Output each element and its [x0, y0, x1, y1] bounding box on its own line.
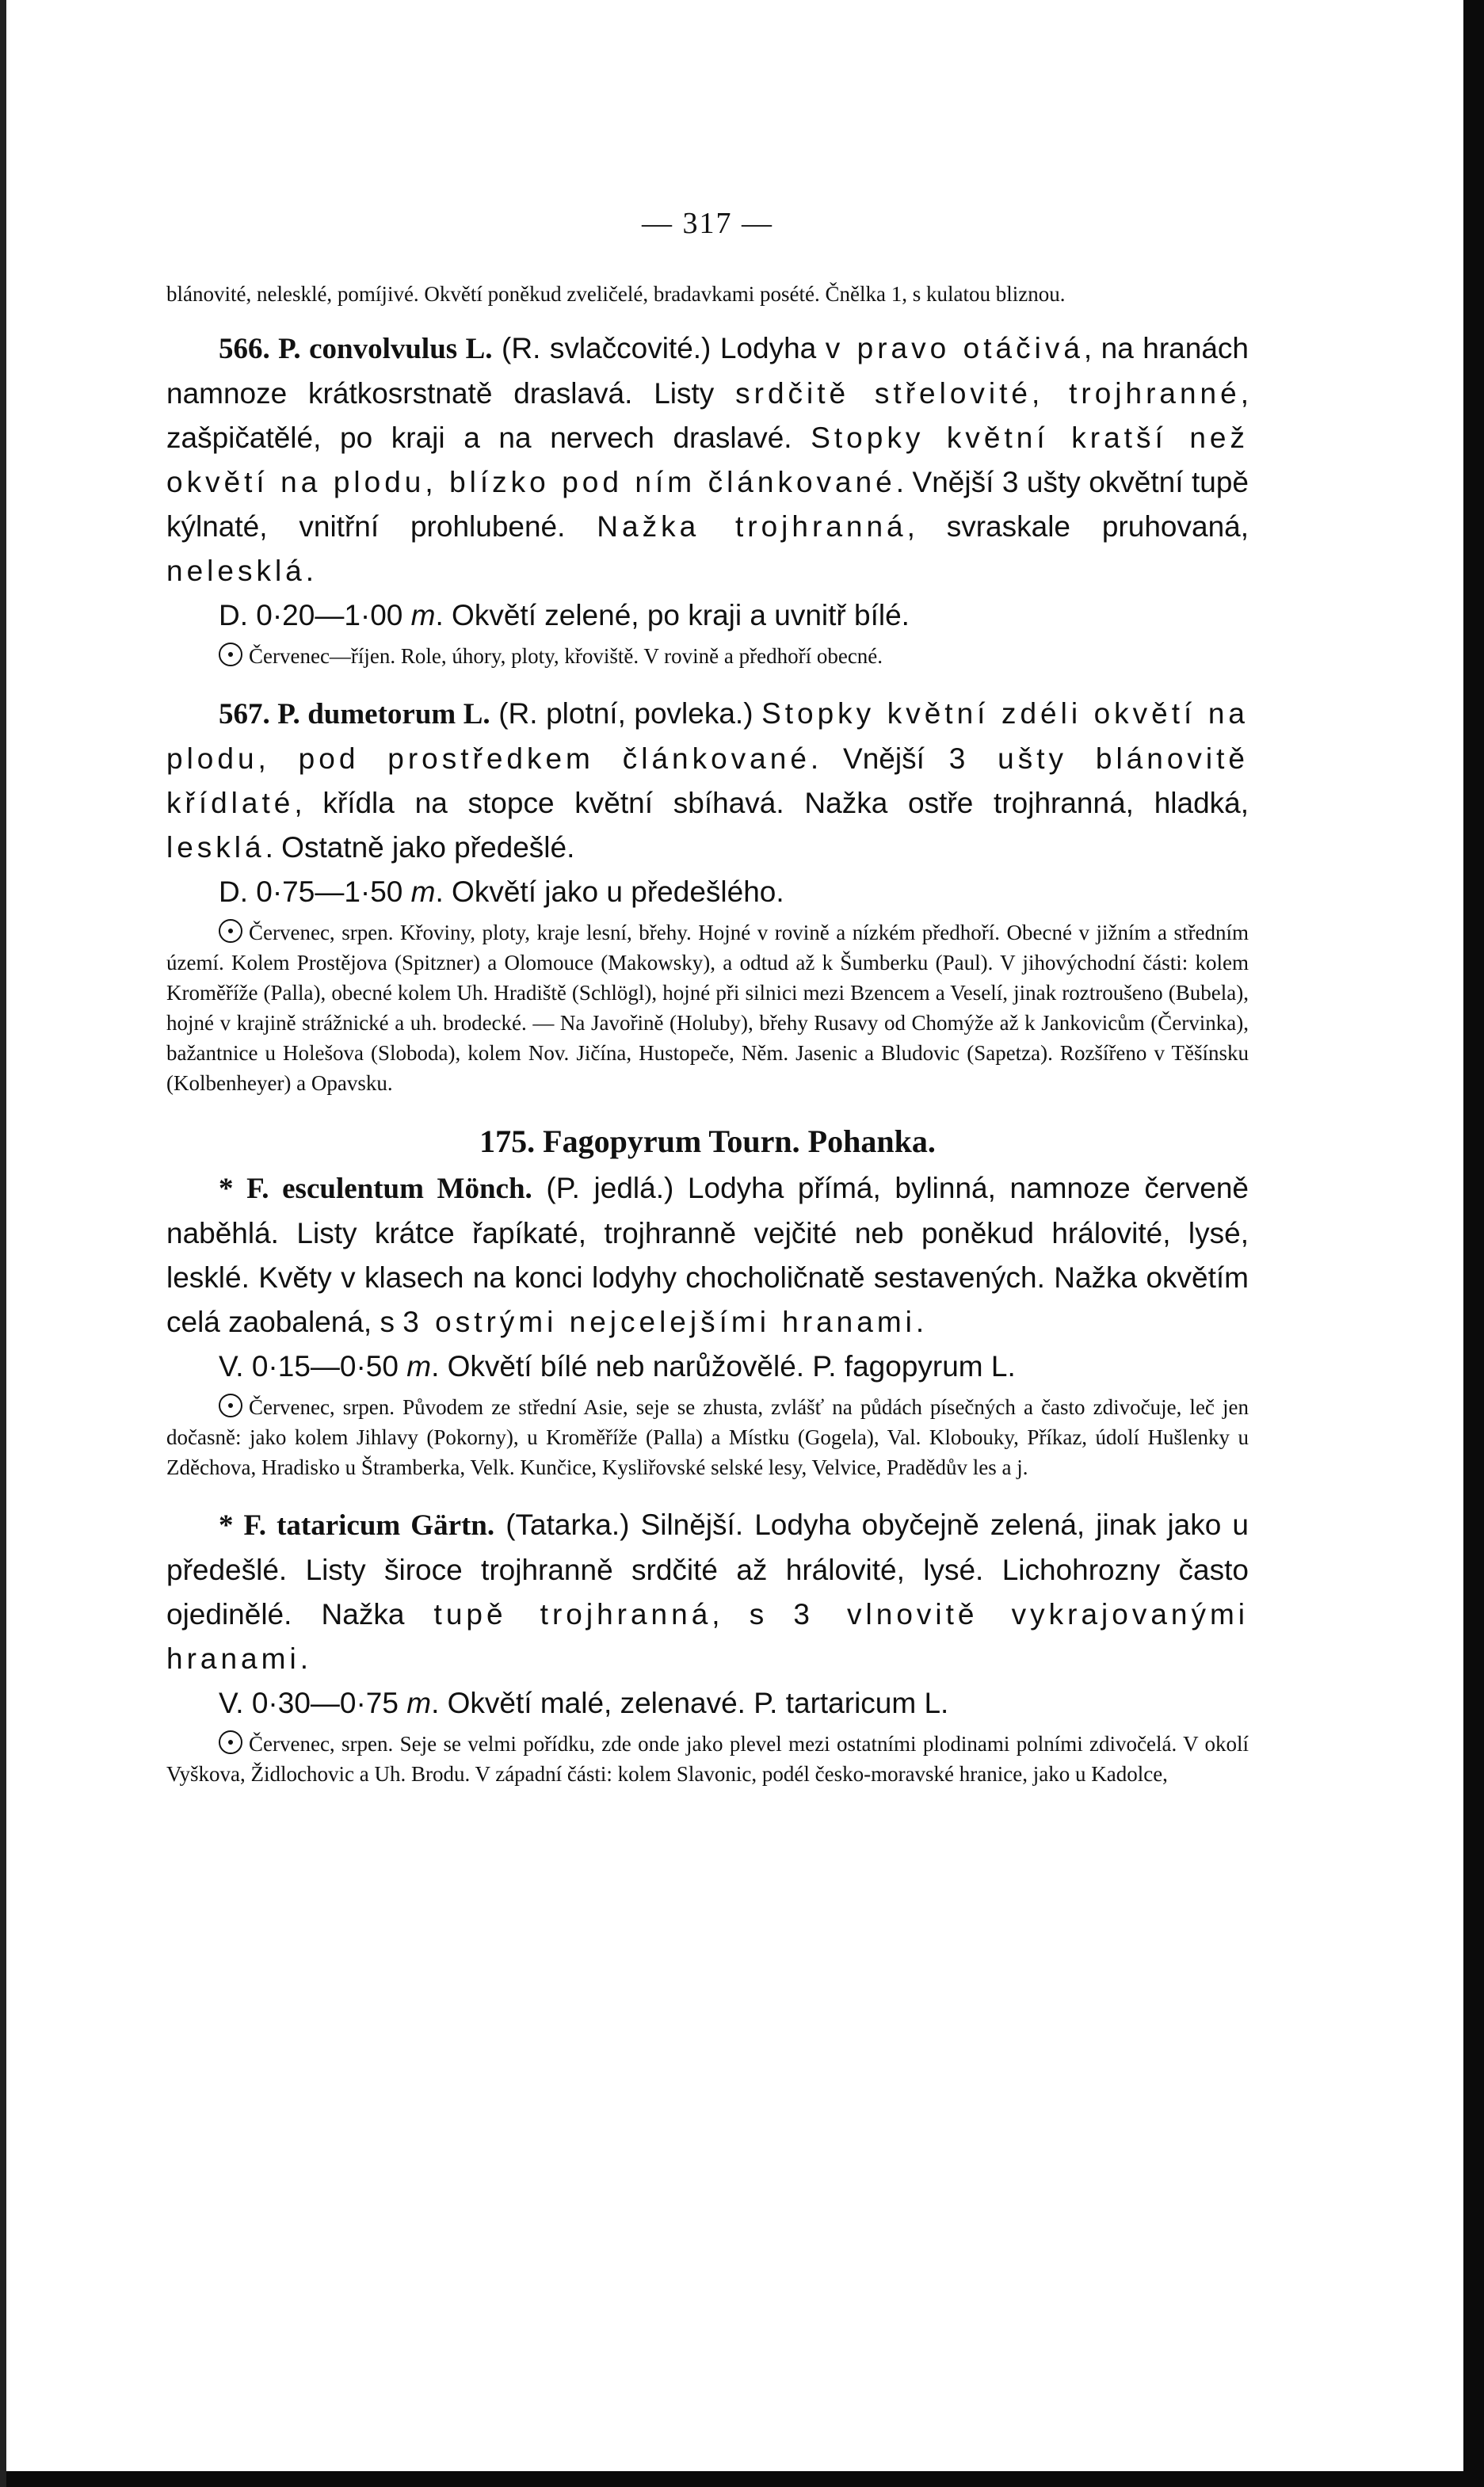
- tataricum-dimensions: V. 0·30—0·75 m. Okvětí malé, zelenavé. P. tartaricum L.: [219, 1687, 949, 1719]
- species-567-description: 567. P. dumetorum L. (R. plotní, povleka.) Stopky květní zdéli okvětí na plodu, pod prostředkem článkované. Vnější 3 ušty blánovitě křídlaté, křídla na stopce květní sbíhavá. Nažka ostře trojhranná, hladká, lesklá. Ostatně jako předešlé.: [166, 697, 1249, 864]
- esculentum-name: * F. esculentum Mönch.: [219, 1173, 532, 1205]
- species-567-dimensions: D. 0·75—1·50 m. Okvětí jako u předešlého.: [219, 875, 784, 908]
- tataricum-distribution: Červenec, srpen. Seje se velmi pořídku, zde onde jako plevel mezi ostatními plodinami polními zdivočelá. V okolí Vyškova, Židlochovic a Uh. Brodu. V západní části: kolem Slavonic, podél česko-moravské hranice, jako u Kadolce,: [166, 1732, 1249, 1786]
- species-566-description: 566. P. convolvulus L. (R. svlačcovité.) Lodyha v pravo otáčivá, na hranách namnoze krátkosrstnatě draslavá. Listy srdčitě střelovité, trojhranné, zašpičatělé, po kraji a na nervech draslavé. Stopky květní kratší než okvětí na plodu, blízko pod ním článkované. Vnější 3 ušty okvětní tupě kýlnaté, vnitřní prohlubené. Nažka trojhranná, svraskale pruhovaná, nelesklá.: [166, 332, 1249, 587]
- tataricum-name: * F. tataricum Gärtn.: [219, 1509, 495, 1542]
- genus-heading: 175. Fagopyrum Tourn. Pohanka.: [479, 1123, 936, 1159]
- species-566-name: 566. P. convolvulus L.: [219, 333, 493, 365]
- species-567-distribution: Červenec, srpen. Křoviny, ploty, kraje lesní, břehy. Hojné v rovině a nízkém předhoří. Obecné v jižním a středním území. Kolem Prostějova (Spitzner) a Olomouce (Makowsky), a odtud až k Šumberku (Paul). V jihovýchodní části: kolem Kroměříže (Palla), obecné kolem Uh. Hradiště (Schlögl), hojné při silnici mezi Bzencem a Veselí, jinak roztroušeno (Bubela), hojné v krajině strážnické a uh. brodecké. — Na Javořině (Holuby), břehy Rusavy od Chomýže až k Jankovicům (Červinka), bažantnice u Holešova (Sloboda), kolem Nov. Jičína, Hustopeče, Něm. Jasenic a Bludovic (Sapetza). Rozšířeno v Těšínsku (Kolbenheyer) a Opavsku.: [166, 921, 1249, 1095]
- circle-dot-icon: [219, 1394, 242, 1417]
- book-page: [166, 206, 1249, 1810]
- scan-edge: [0, 0, 6, 2487]
- esculentum-description: * F. esculentum Mönch. (P. jedlá.) Lodyha přímá, bylinná, namnoze červeně naběhlá. Listy krátce řapíkaté, trojhranně vejčité neb poněkud hrálovité, lysé, lesklé. Květy v klasech na konci lodyhy chocholičnatě sestavených. Nažka okvětím celá zaobalená, s 3 ostrými nejcelejšími hranami.: [166, 1172, 1249, 1338]
- esculentum-distribution: Červenec, srpen. Původem ze střední Asie, seje se zhusta, zvlášť na půdách písečných a často zdivočuje, leč jen dočasně: jako kolem Jihlavy (Pokorny), u Kroměříže (Palla) a Místku (Gogela), Val. Klobouky, Příkaz, údolí Hušlenky u Zděchova, Hradisko u Štramberka, Velk. Kunčice, Kysliřovské selské lesy, Velvice, Pradědův les a j.: [166, 1395, 1249, 1479]
- species-567-name: 567. P. dumetorum L.: [219, 698, 490, 730]
- circle-dot-icon: [219, 1730, 242, 1754]
- esculentum-dimensions: V. 0·15—0·50 m. Okvětí bílé neb narůžovělé. P. fagopyrum L.: [219, 1350, 1016, 1383]
- circle-dot-icon: [219, 919, 242, 943]
- tataricum-description: * F. tataricum Gärtn. (Tatarka.) Silnější. Lodyha obyčejně zelená, jinak jako u předešlé. Listy široce trojhranně srdčité až hrálovité, lysé. Lichohrozny často ojedinělé. Nažka tupě trojhranná, s 3 vlnovitě vykrajovanými hranami.: [166, 1509, 1249, 1675]
- species-566-dimensions: D. 0·20—1·00 m. Okvětí zelené, po kraji a uvnitř bílé.: [219, 599, 910, 631]
- continued-text: blánovité, nelesklé, pomíjivé. Okvětí poněkud zveličelé, bradavkami posété. Čnělka 1, s kulatou bliznou.: [166, 282, 1066, 306]
- circle-dot-icon: [219, 643, 242, 666]
- page-number: — 317 —: [642, 207, 773, 240]
- species-566-distribution: Červenec—říjen. Role, úhory, ploty, křoviště. V rovině a předhoří obecné.: [166, 641, 1249, 671]
